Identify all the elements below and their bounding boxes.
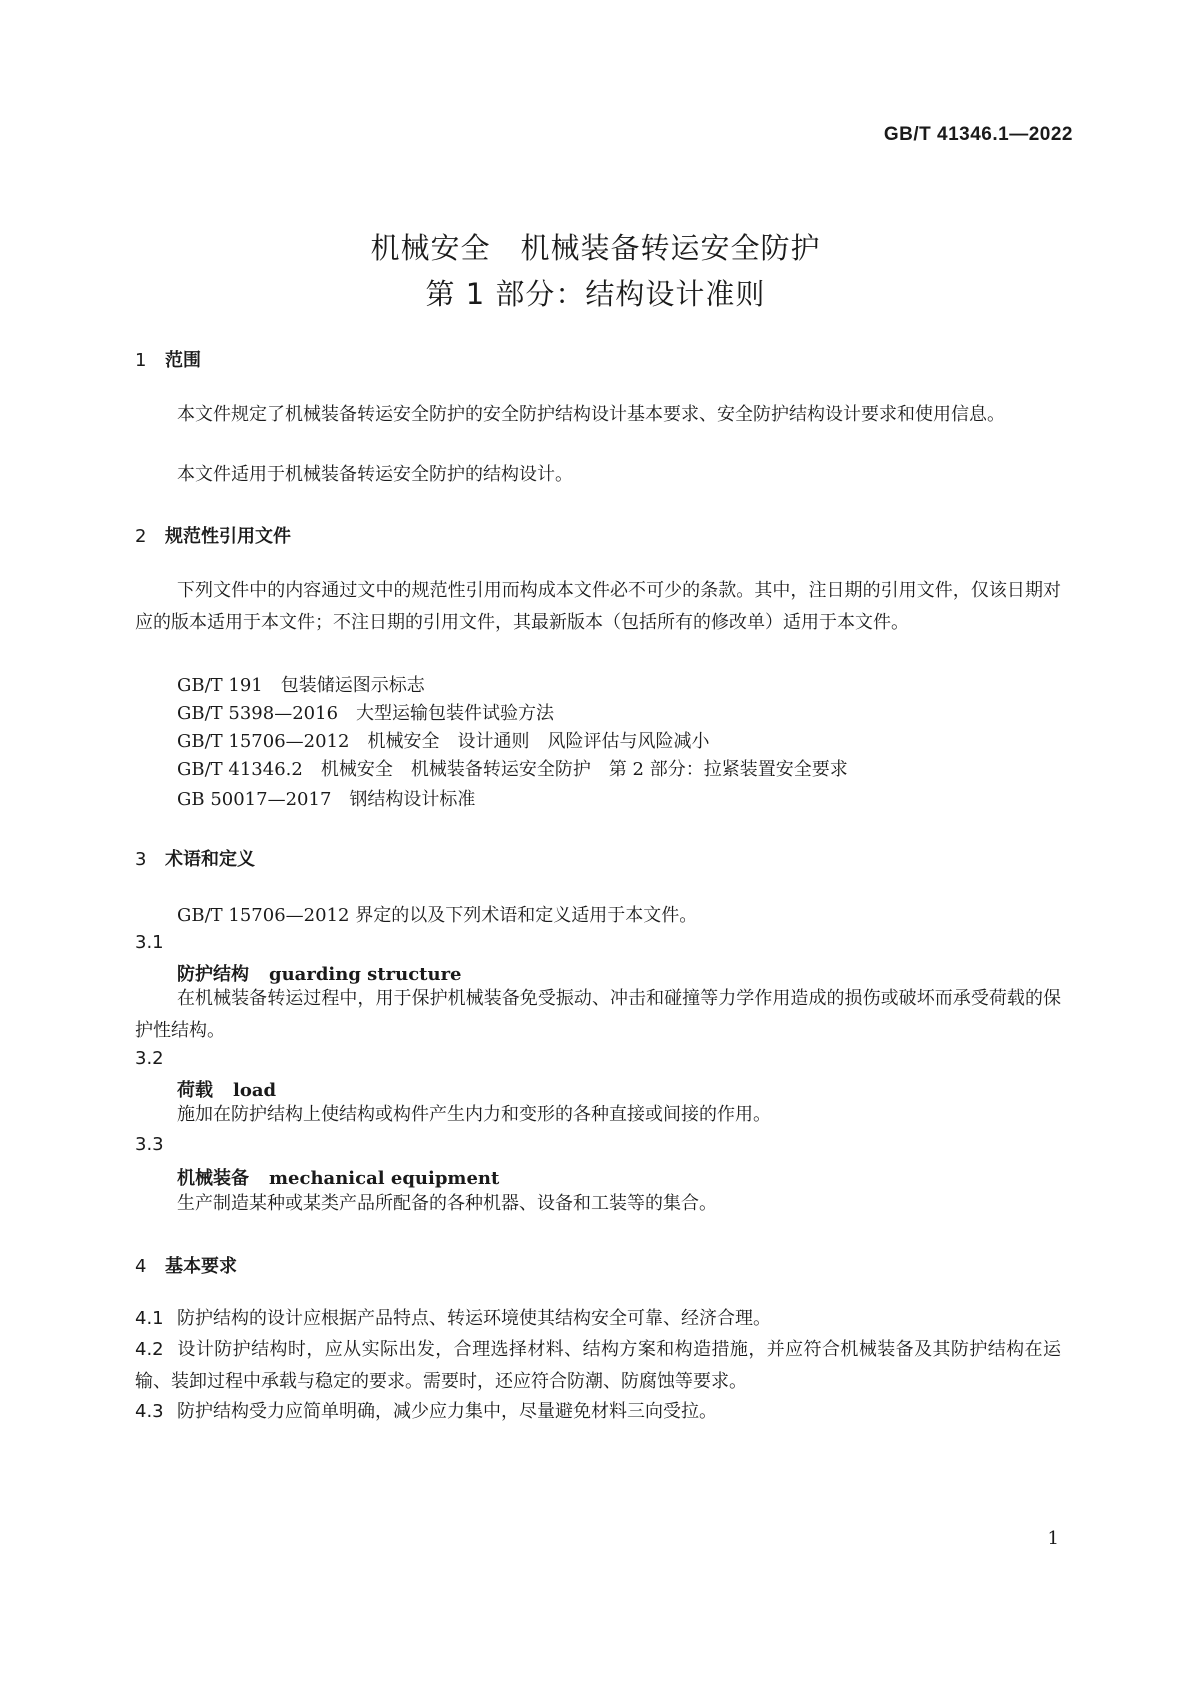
section-heading-basic-requirements <box>135 1252 237 1278</box>
reference-item: GB/T 5398—2016 大型运输包装件试验方法 <box>177 703 555 724</box>
paragraph: 下列文件中的内容通过文中的规范性引用而构成本文件必不可少的条款。其中，注日期的引用文件，仅该日期对应的版本适用于本文件；不注日期的引用文件，其最新版本（包括所有的修改单）适用于本文件。 <box>135 580 1061 633</box>
section-number: 1 <box>135 350 147 371</box>
paragraph: 本文件适用于机械装备转运安全防护的结构设计。 <box>177 464 573 485</box>
requirement-item <box>135 1303 1061 1335</box>
section-title: 规范性引用文件 <box>165 526 291 547</box>
term-zh: 荷载 <box>177 1080 213 1101</box>
term-en: guarding structure <box>269 964 462 985</box>
requirement-number: 4.2 <box>135 1339 164 1360</box>
requirement-item <box>135 1334 1061 1398</box>
term-zh: 防护结构 <box>177 964 249 985</box>
reference-item: GB/T 41346.2 机械安全 机械装备转运安全防护 第 2 部分：拉紧装置安全要求 <box>177 759 848 780</box>
term-definition: 在机械装备转运过程中，用于保护机械装备免受振动、冲击和碰撞等力学作用造成的损伤或破坏而承受荷载的保护性结构。 <box>135 988 1061 1041</box>
section-title: 术语和定义 <box>165 849 255 870</box>
reference-item: GB/T 15706—2012 机械安全 设计通则 风险评估与风险减小 <box>177 731 710 752</box>
section-number: 2 <box>135 526 147 547</box>
requirement-text: 设计防护结构时，应从实际出发，合理选择材料、结构方案和构造措施，并应符合机械装备及其防护结构在运输、装卸过程中承载与稳定的要求。需要时，还应符合防潮、防腐蚀等要求。 <box>135 1339 1061 1392</box>
reference-item: GB/T 191 包装储运图示标志 <box>177 675 425 696</box>
term-number: 3.1 <box>135 932 164 953</box>
section-heading-normative-references <box>135 522 291 548</box>
term-number: 3.3 <box>135 1134 164 1155</box>
standard-id: GB/T 41346.1—2022 <box>883 124 1073 145</box>
term-zh: 机械装备 <box>177 1168 249 1189</box>
paragraph: 本文件规定了机械装备转运安全防护的安全防护结构设计基本要求、安全防护结构设计要求和使用信息。 <box>177 404 1005 425</box>
term-en: load <box>233 1080 277 1101</box>
document-title-line2: 第 1 部分：结构设计准则 <box>425 277 766 311</box>
document-title-line1: 机械安全 机械装备转运安全防护 <box>370 231 821 265</box>
section-heading-scope <box>135 346 201 372</box>
term-definition: 施加在防护结构上使结构或构件产生内力和变形的各种直接或间接的作用。 <box>177 1104 771 1125</box>
requirement-item <box>135 1396 1061 1428</box>
section-number: 3 <box>135 849 147 870</box>
requirement-number: 4.1 <box>135 1308 164 1329</box>
section-title: 范围 <box>165 350 201 371</box>
term-heading <box>177 1164 499 1190</box>
section-title: 基本要求 <box>165 1256 237 1277</box>
term-definition: 生产制造某种或某类产品所配备的各种机器、设备和工装等的集合。 <box>177 1193 717 1214</box>
page-number: 1 <box>1047 1528 1059 1549</box>
requirement-number: 4.3 <box>135 1401 164 1422</box>
requirement-text: 防护结构的设计应根据产品特点、转运环境使其结构安全可靠、经济合理。 <box>177 1308 771 1329</box>
reference-item: GB 50017—2017 钢结构设计标准 <box>177 789 476 810</box>
term-number: 3.2 <box>135 1048 164 1069</box>
terms-intro: GB/T 15706—2012 界定的以及下列术语和定义适用于本文件。 <box>177 905 698 926</box>
section-number: 4 <box>135 1256 147 1277</box>
section-heading-terms <box>135 845 255 871</box>
requirement-text: 防护结构受力应简单明确，减少应力集中，尽量避免材料三向受拉。 <box>177 1401 717 1422</box>
term-en: mechanical equipment <box>269 1168 500 1189</box>
